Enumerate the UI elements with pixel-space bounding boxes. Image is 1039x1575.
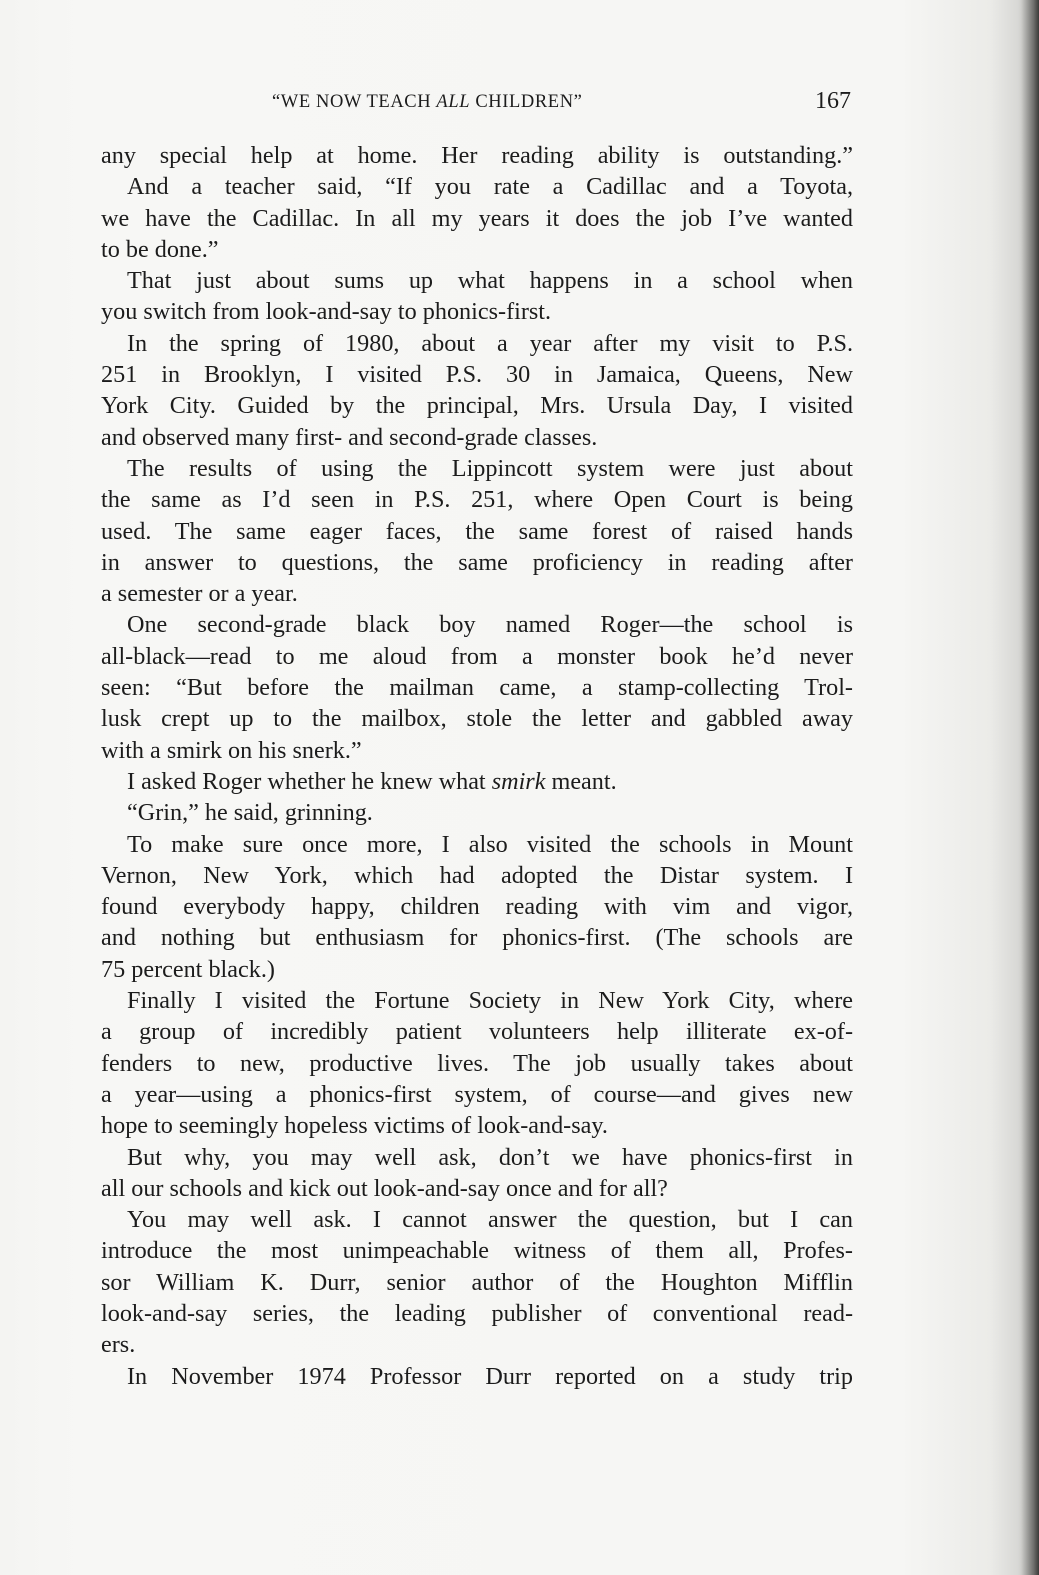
text-line-content: Vernon, New York, which had adopted the Distar system. I bbox=[101, 861, 853, 889]
text-line-content: a group of incredibly patient volunteers help illiterate ex-of- bbox=[101, 1018, 853, 1046]
text-line bbox=[101, 1235, 853, 1266]
text-line bbox=[101, 1267, 853, 1298]
text-line bbox=[101, 203, 853, 234]
text-line bbox=[101, 1048, 853, 1079]
text-line bbox=[101, 860, 853, 891]
text-line-content: all-black—read to me aloud from a monster book he’d never bbox=[101, 642, 853, 670]
text-line-content: In November 1974 Professor Durr reported on a study trip bbox=[127, 1362, 853, 1390]
text-line-content: introduce the most unimpeachable witness of them all, Profes- bbox=[101, 1237, 853, 1265]
text-line-content: 251 in Brooklyn, I visited P.S. 30 in Jamaica, Queens, New bbox=[101, 361, 853, 389]
page-number: 167 bbox=[815, 88, 851, 114]
running-title-part: CHILDREN” bbox=[470, 92, 583, 112]
text-line bbox=[101, 390, 853, 421]
text-line-content: 75 percent black.) bbox=[101, 955, 275, 983]
running-title bbox=[272, 92, 582, 113]
running-title-part: “WE NOW TEACH bbox=[272, 92, 437, 112]
text-line-content: found everybody happy, children reading with vim and vigor, bbox=[101, 893, 853, 921]
text-line bbox=[101, 1142, 853, 1173]
text-line-content: seen: “But before the mailman came, a stamp-collecting Trol- bbox=[101, 674, 853, 702]
text-line-content: a year—using a phonics-first system, of course—and gives new bbox=[101, 1080, 853, 1108]
text-line-content: look-and-say series, the leading publisher of conventional read- bbox=[101, 1299, 853, 1327]
text-line-content: To make sure once more, I also visited the schools in Mount bbox=[127, 830, 853, 858]
text-line-content: But why, you may well ask, don’t we have phonics-first in bbox=[127, 1143, 853, 1171]
text-line-content: In the spring of 1980, about a year after my visit to P.S. bbox=[127, 329, 853, 357]
text-line bbox=[101, 265, 853, 296]
text-line-content: all our schools and kick out look-and-say once and for all? bbox=[101, 1174, 668, 1202]
text-line bbox=[101, 516, 853, 547]
text-line bbox=[101, 641, 853, 672]
text-line bbox=[101, 171, 853, 202]
text-line-content: any special help at home. Her reading ability is outstanding.” bbox=[101, 142, 853, 169]
text-line bbox=[101, 453, 853, 484]
text-line-content: you switch from look-and-say to phonics-first. bbox=[101, 298, 552, 326]
text-line-content: with a smirk on his snerk.” bbox=[101, 736, 362, 764]
italic-word: smirk bbox=[491, 767, 546, 795]
text-line-content: a semester or a year. bbox=[101, 580, 298, 608]
text-line bbox=[101, 1329, 853, 1360]
text-line bbox=[101, 985, 853, 1016]
text-line bbox=[101, 1361, 853, 1392]
body-text bbox=[101, 140, 853, 1392]
text-line-content: One second-grade black boy named Roger—the school is bbox=[127, 611, 853, 639]
text-line-content: sor William K. Durr, senior author of the Houghton Mifflin bbox=[101, 1268, 853, 1296]
text-line bbox=[101, 547, 853, 578]
text-line-content: lusk crept up to the mailbox, stole the letter and gabbled away bbox=[101, 705, 853, 733]
text-line-content: I asked Roger whether he knew what bbox=[127, 767, 492, 795]
text-line bbox=[101, 891, 853, 922]
text-line-content: we have the Cadillac. In all my years it does the job I’ve wanted bbox=[101, 204, 853, 232]
text-line-content: The results of using the Lippincott system were just about bbox=[127, 454, 853, 482]
text-line-content: meant. bbox=[545, 767, 617, 795]
text-line bbox=[101, 672, 853, 703]
text-line bbox=[101, 797, 853, 828]
text-line-content: Finally I visited the Fortune Society in New York City, where bbox=[127, 987, 853, 1015]
page-edge-shadow bbox=[1021, 0, 1039, 1575]
text-line bbox=[101, 609, 853, 640]
text-line bbox=[101, 359, 853, 390]
text-line-content: to be done.” bbox=[101, 235, 219, 263]
text-line bbox=[101, 328, 853, 359]
text-line bbox=[101, 1173, 853, 1204]
text-line-content: “Grin,” he said, grinning. bbox=[127, 799, 373, 827]
text-line-content: and nothing but enthusiasm for phonics-first. (The schools are bbox=[101, 924, 853, 952]
text-line bbox=[101, 829, 853, 860]
text-line bbox=[101, 484, 853, 515]
text-line bbox=[101, 140, 853, 171]
text-line bbox=[101, 735, 853, 766]
text-line-content: ers. bbox=[101, 1331, 136, 1359]
text-line-content: fenders to new, productive lives. The job usually takes about bbox=[101, 1049, 853, 1077]
text-line bbox=[101, 922, 853, 953]
text-line-content: used. The same eager faces, the same forest of raised hands bbox=[101, 517, 853, 545]
text-line bbox=[101, 1204, 853, 1235]
text-line-content: in answer to questions, the same proficiency in reading after bbox=[101, 548, 853, 576]
text-line bbox=[101, 1079, 853, 1110]
text-line bbox=[101, 766, 853, 797]
text-line bbox=[101, 296, 853, 327]
text-line bbox=[101, 1016, 853, 1047]
text-line bbox=[101, 1298, 853, 1329]
text-line-content: That just about sums up what happens in a school when bbox=[127, 267, 853, 295]
text-line bbox=[101, 703, 853, 734]
text-line-content: You may well ask. I cannot answer the question, but I can bbox=[127, 1206, 853, 1234]
text-line bbox=[101, 954, 853, 985]
text-line-content: hope to seemingly hopeless victims of look-and-say. bbox=[101, 1112, 608, 1140]
running-head bbox=[100, 88, 855, 120]
text-line bbox=[101, 422, 853, 453]
text-line-content: York City. Guided by the principal, Mrs. Ursula Day, I visited bbox=[101, 392, 853, 420]
running-title-italic: ALL bbox=[436, 92, 471, 112]
text-line-content: And a teacher said, “If you rate a Cadillac and a Toyota, bbox=[127, 173, 853, 201]
text-line-content: and observed many first- and second-grade classes. bbox=[101, 423, 598, 451]
text-line-content: the same as I’d seen in P.S. 251, where Open Court is being bbox=[101, 486, 853, 514]
text-line bbox=[101, 234, 853, 265]
text-line bbox=[101, 1110, 853, 1141]
text-line bbox=[101, 578, 853, 609]
